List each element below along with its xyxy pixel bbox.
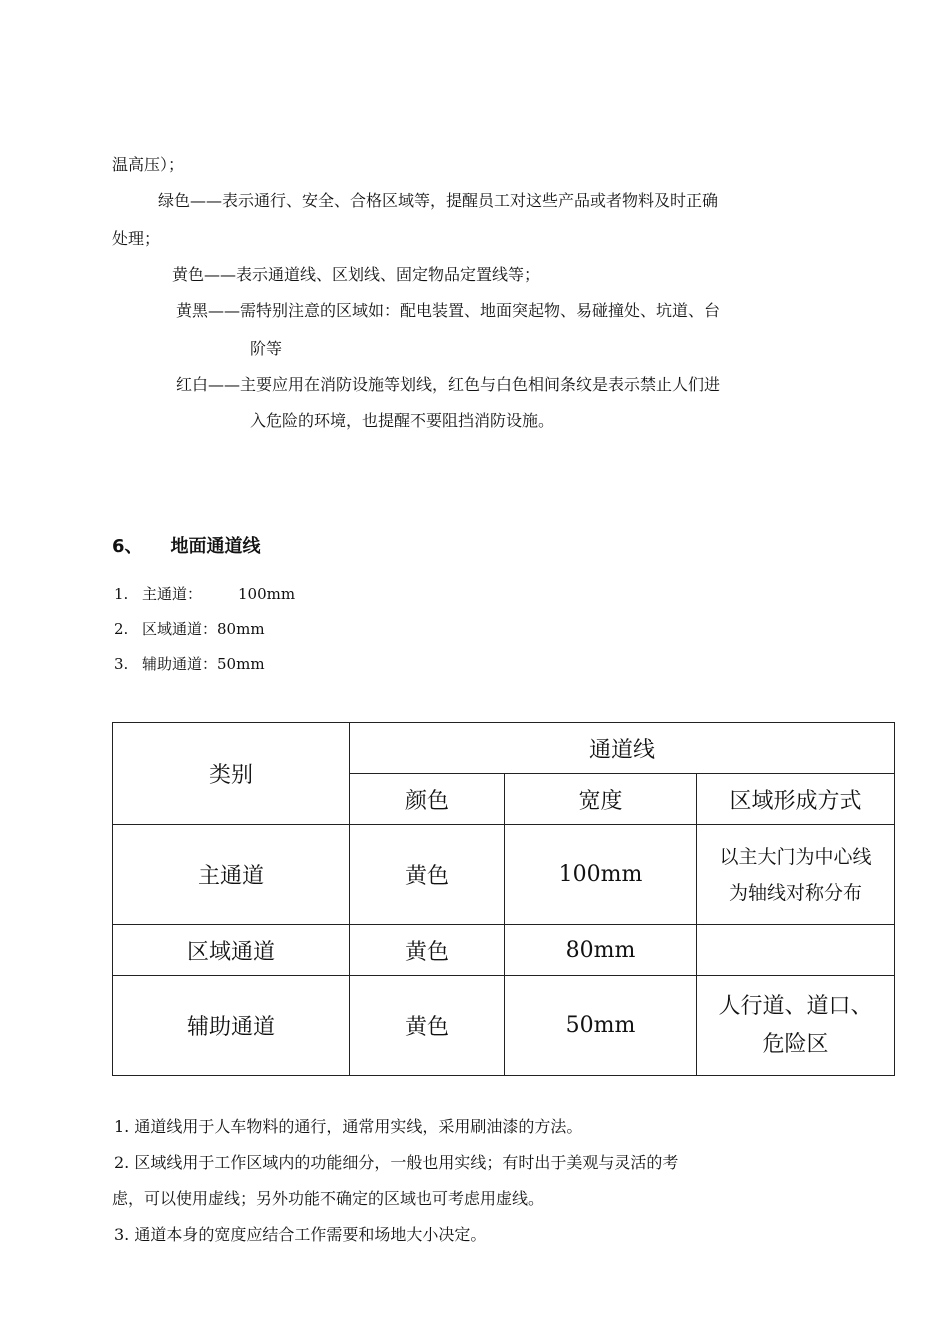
spec-label: 主通道： [142,585,203,603]
green-description-line2: 处理； [112,229,161,248]
section-heading [112,532,261,558]
passage-line-table [112,722,895,1076]
row-width: 80mm [505,925,697,976]
row-method [697,976,895,1076]
row-width: 50mm [505,976,697,1076]
spec-value: 100mm [238,585,296,603]
spec-label: 区域通道： [142,620,218,638]
yellow-description: 黄色——表示通道线、区划线、固定物品定置线等； [172,265,541,284]
row-category: 主通道 [113,825,350,925]
spec-item [114,584,295,604]
yellow-black-description-line2: 阶等 [250,339,283,358]
header-category: 类别 [113,723,350,825]
spec-item [114,654,265,674]
note-1: 1. 通道线用于人车物料的通行，通常用实线，采用刷油漆的方法。 [114,1117,583,1136]
spec-number: 1. [114,585,129,603]
row-width: 100mm [505,825,697,925]
spec-number: 3. [114,655,129,673]
yellow-black-description-line1: 黄黑——需特别注意的区域如：配电装置、地面突起物、易碰撞处、坑道、台 [176,301,721,320]
row-method-line: 以主大门为中心线 [719,845,872,868]
row-method [697,925,895,976]
row-category: 辅助通道 [113,976,350,1076]
section-title: 地面通道线 [170,536,261,557]
row-color: 黄色 [350,976,505,1076]
table-row [113,976,895,1076]
row-color: 黄色 [350,925,505,976]
header-method: 区域形成方式 [697,774,895,825]
header-color: 颜色 [350,774,505,825]
green-description-line1: 绿色——表示通行、安全、合格区域等，提醒员工对这些产品或者物料及时正确 [158,191,719,210]
row-method-line: 为轴线对称分布 [729,881,863,904]
spec-value: 80mm [217,620,265,638]
spec-label: 辅助通道： [142,655,218,673]
row-color: 黄色 [350,825,505,925]
section-number: 6、 [112,536,143,557]
table-row [113,925,895,976]
red-white-description-line1: 红白——主要应用在消防设施等划线，红色与白色相间条纹是表示禁止人们进 [176,375,721,394]
row-method-line: 危险区 [762,1031,829,1057]
note-2-line2: 虑，可以使用虚线；另外功能不确定的区域也可考虑用虚线。 [112,1189,545,1208]
note-2-line1: 2. 区域线用于工作区域内的功能细分，一般也用实线；有时出于美观与灵活的考 [114,1153,679,1172]
spec-item [114,619,265,639]
intro-tail-text: 温高压）； [112,155,185,174]
row-method [697,825,895,925]
note-3: 3. 通道本身的宽度应结合工作需要和场地大小决定。 [114,1225,487,1244]
red-white-description-line2: 入危险的环境，也提醒不要阻挡消防设施。 [250,411,555,430]
row-method-line: 人行道、道口、 [718,993,873,1019]
spec-number: 2. [114,620,129,638]
header-width: 宽度 [505,774,697,825]
spec-value: 50mm [217,655,265,673]
row-category: 区域通道 [113,925,350,976]
table-row [113,825,895,925]
header-passage-line: 通道线 [350,723,895,774]
